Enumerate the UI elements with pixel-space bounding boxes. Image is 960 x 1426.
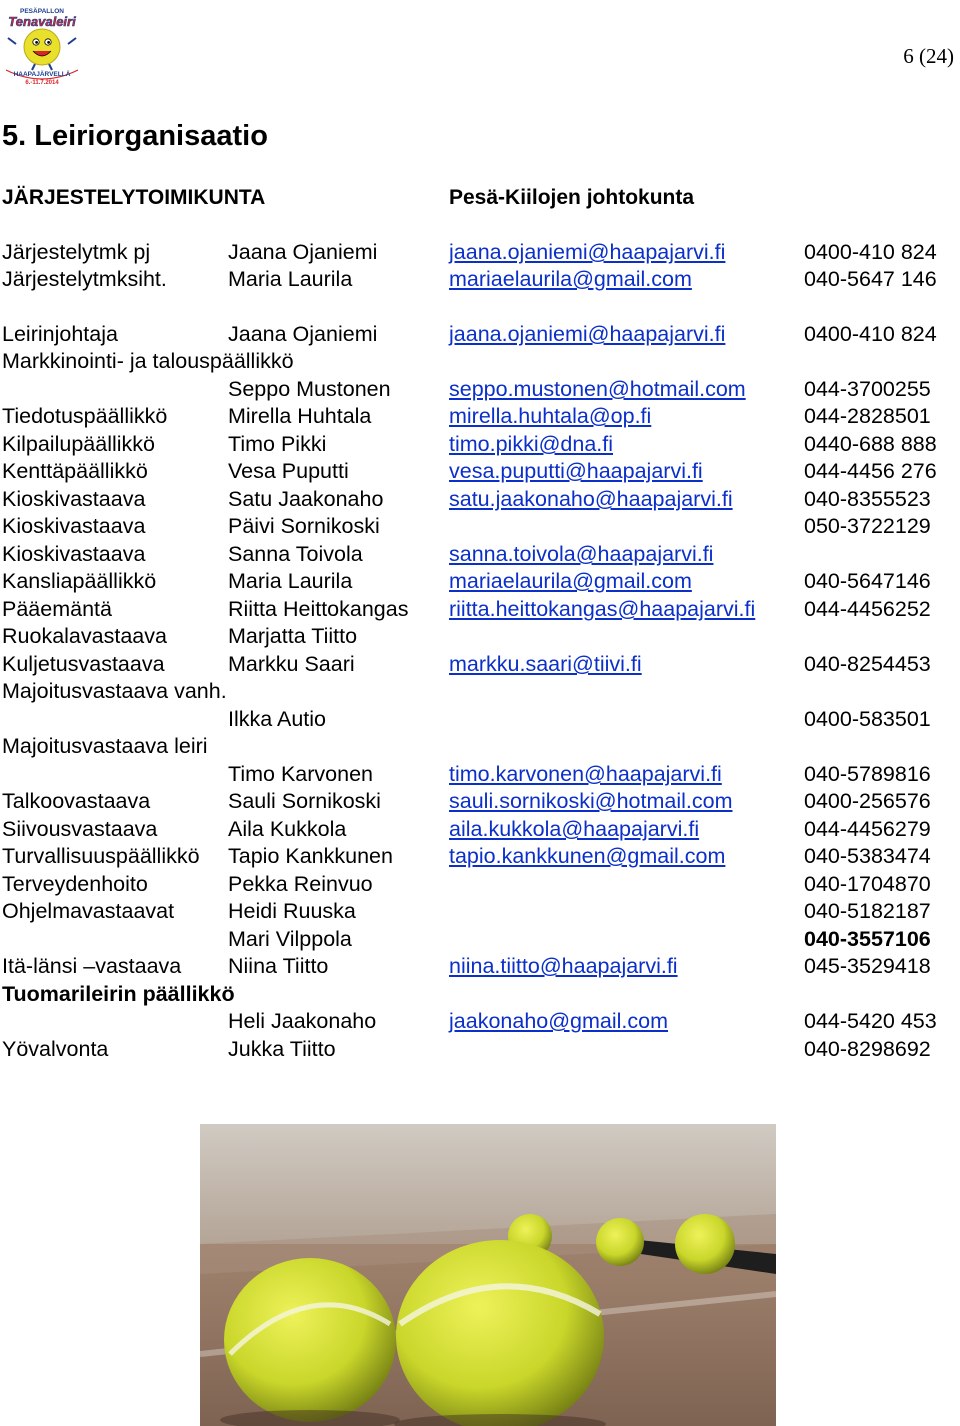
phone-cell: 044-2828501	[804, 404, 931, 428]
contact-row	[0, 596, 960, 623]
name-cell: Sauli Sornikoski	[228, 789, 381, 813]
name-cell: Satu Jaakonaho	[228, 487, 384, 511]
contact-row	[0, 541, 960, 568]
name-cell: Tapio Kankkunen	[228, 844, 393, 868]
logo-text-date: 6.-11.7.2014	[25, 80, 59, 86]
role-cell: Majoitusvastaava vanh.	[2, 679, 227, 703]
role-cell: Kilpailupäällikkö	[2, 432, 155, 456]
role-cell: Ruokalavastaava	[2, 624, 167, 648]
email-link[interactable]: markku.saari@tiivi.fi	[449, 652, 642, 676]
phone-cell: 044-4456279	[804, 817, 931, 841]
logo-text-brand: Tenavaleiri	[8, 14, 76, 29]
name-cell: Maria Laurila	[228, 569, 353, 593]
email-link[interactable]: sauli.sornikoski@hotmail.com	[449, 789, 733, 813]
contact-row	[0, 568, 960, 595]
phone-cell: 0400-410 824	[804, 322, 937, 346]
phone-cell: 040-8355523	[804, 487, 931, 511]
role-cell: Pääemäntä	[2, 597, 112, 621]
phone-cell: 040-5647 146	[804, 267, 937, 291]
name-cell: Mirella Huhtala	[228, 404, 372, 428]
contact-row	[0, 816, 960, 843]
contact-row	[0, 761, 960, 788]
name-cell: Riitta Heittokangas	[228, 597, 409, 621]
contact-row	[0, 981, 960, 1008]
email-link[interactable]: mariaelaurila@gmail.com	[449, 267, 692, 291]
role-cell: Markkinointi- ja talouspäällikkö	[2, 349, 294, 373]
tennis-balls-on-court-photo	[200, 1124, 776, 1426]
role-cell: Kansliapäällikkö	[2, 569, 157, 593]
contact-row	[0, 486, 960, 513]
role-cell: Kioskivastaava	[2, 542, 146, 566]
contact-row	[0, 651, 960, 678]
contact-row	[0, 376, 960, 403]
contact-row	[0, 239, 960, 266]
name-cell: Timo Pikki	[228, 432, 327, 456]
role-cell: Leirinjohtaja	[2, 322, 118, 346]
role-cell: Siivousvastaava	[2, 817, 158, 841]
email-link[interactable]: riitta.heittokangas@haapajarvi.fi	[449, 597, 756, 621]
email-link[interactable]: timo.karvonen@haapajarvi.fi	[449, 762, 722, 786]
name-cell: Ilkka Autio	[228, 707, 326, 731]
phone-cell: 045-3529418	[804, 954, 931, 978]
name-cell: Pekka Reinvuo	[228, 872, 373, 896]
phone-cell: 044-4456252	[804, 597, 931, 621]
phone-cell: 050-3722129	[804, 514, 931, 538]
contact-row	[0, 706, 960, 733]
contact-row	[0, 321, 960, 348]
contact-row	[0, 513, 960, 540]
role-cell: Järjestelytmksiht.	[2, 267, 167, 291]
phone-cell: 044-4456 276	[804, 459, 937, 483]
phone-cell: 044-5420 453	[804, 1009, 937, 1033]
email-link[interactable]: timo.pikki@dna.fi	[449, 432, 614, 456]
name-cell: Jaana Ojaniemi	[228, 240, 378, 264]
email-link[interactable]: sanna.toivola@haapajarvi.fi	[449, 542, 714, 566]
email-link[interactable]: jaana.ojaniemi@haapajarvi.fi	[449, 240, 726, 264]
contact-row	[0, 953, 960, 980]
phone-cell: 040-5383474	[804, 844, 931, 868]
email-link[interactable]: vesa.puputti@haapajarvi.fi	[449, 459, 703, 483]
contact-row	[0, 871, 960, 898]
name-cell: Vesa Puputti	[228, 459, 349, 483]
email-link[interactable]: jaakonaho@gmail.com	[449, 1009, 669, 1033]
name-cell: Mari Vilppola	[228, 927, 352, 951]
page-number: 6 (24)	[903, 44, 954, 68]
committee-heading: JÄRJESTELYTOIMIKUNTA	[2, 186, 266, 209]
phone-cell: 0400-256576	[804, 789, 931, 813]
tennis-ball-mascot-icon	[24, 29, 60, 65]
logo-text-top: PESÄPALLON	[20, 8, 64, 15]
contact-row	[0, 678, 960, 705]
contact-row	[0, 788, 960, 815]
name-cell: Heli Jaakonaho	[228, 1009, 377, 1033]
phone-cell: 040-8254453	[804, 652, 931, 676]
email-link[interactable]: aila.kukkola@haapajarvi.fi	[449, 817, 700, 841]
section-title: 5. Leiriorganisaatio	[2, 120, 268, 152]
role-cell: Kioskivastaava	[2, 487, 146, 511]
email-link[interactable]: mariaelaurila@gmail.com	[449, 569, 692, 593]
role-cell: Talkoovastaava	[2, 789, 151, 813]
role-cell: Tiedotuspäällikkö	[2, 404, 168, 428]
name-cell: Aila Kukkola	[228, 817, 347, 841]
contact-row	[0, 348, 960, 375]
phone-cell: 0400-583501	[804, 707, 931, 731]
email-link[interactable]: niina.tiitto@haapajarvi.fi	[449, 954, 678, 978]
email-link[interactable]: mirella.huhtala@op.fi	[449, 404, 652, 428]
contact-row	[0, 266, 960, 293]
phone-cell: 040-1704870	[804, 872, 931, 896]
tenavaleiri-logo	[2, 4, 82, 86]
phone-cell: 040-5182187	[804, 899, 931, 923]
contact-row	[0, 623, 960, 650]
role-cell: Kenttäpäällikkö	[2, 459, 148, 483]
contact-row	[0, 898, 960, 925]
contact-row	[0, 843, 960, 870]
phone-cell: 040-3557106	[804, 927, 931, 951]
name-cell: Sanna Toivola	[228, 542, 363, 566]
role-cell: Itä-länsi –vastaava	[2, 954, 182, 978]
email-link[interactable]: satu.jaakonaho@haapajarvi.fi	[449, 487, 733, 511]
phone-cell: 040-5647146	[804, 569, 931, 593]
phone-cell: 044-3700255	[804, 377, 931, 401]
role-cell: Kioskivastaava	[2, 514, 146, 538]
email-link[interactable]: seppo.mustonen@hotmail.com	[449, 377, 746, 401]
name-cell: Päivi Sornikoski	[228, 514, 380, 538]
role-cell: Terveydenhoito	[2, 872, 148, 896]
name-cell: Jaana Ojaniemi	[228, 322, 378, 346]
name-cell: Timo Karvonen	[228, 762, 373, 786]
role-cell: Järjestelytmk pj	[2, 240, 151, 264]
name-cell: Maria Laurila	[228, 267, 353, 291]
name-cell: Heidi Ruuska	[228, 899, 356, 923]
phone-cell: 040-5789816	[804, 762, 931, 786]
name-cell: Niina Tiitto	[228, 954, 329, 978]
phone-cell: 040-8298692	[804, 1037, 931, 1061]
email-link[interactable]: tapio.kankkunen@gmail.com	[449, 844, 726, 868]
contact-row	[0, 458, 960, 485]
phone-cell: 0400-410 824	[804, 240, 937, 264]
contact-row	[0, 403, 960, 430]
role-cell: Tuomarileirin päällikkö	[2, 982, 235, 1006]
contact-row	[0, 733, 960, 760]
board-heading: Pesä-Kiilojen johtokunta	[449, 186, 695, 209]
logo-text-place: HAAPAJÄRVELLÄ	[13, 71, 71, 78]
name-cell: Markku Saari	[228, 652, 355, 676]
name-cell: Marjatta Tiitto	[228, 624, 358, 648]
role-cell: Yövalvonta	[2, 1037, 109, 1061]
contact-row	[0, 1036, 960, 1063]
role-cell: Kuljetusvastaava	[2, 652, 165, 676]
role-cell: Majoitusvastaava leiri	[2, 734, 208, 758]
email-link[interactable]: jaana.ojaniemi@haapajarvi.fi	[449, 322, 726, 346]
contact-row	[0, 1008, 960, 1035]
phone-cell: 0440-688 888	[804, 432, 937, 456]
contact-row	[0, 431, 960, 458]
name-cell: Jukka Tiitto	[228, 1037, 336, 1061]
contact-row	[0, 926, 960, 953]
role-cell: Ohjelmavastaavat	[2, 899, 175, 923]
name-cell: Seppo Mustonen	[228, 377, 391, 401]
role-cell: Turvallisuuspäällikkö	[2, 844, 200, 868]
